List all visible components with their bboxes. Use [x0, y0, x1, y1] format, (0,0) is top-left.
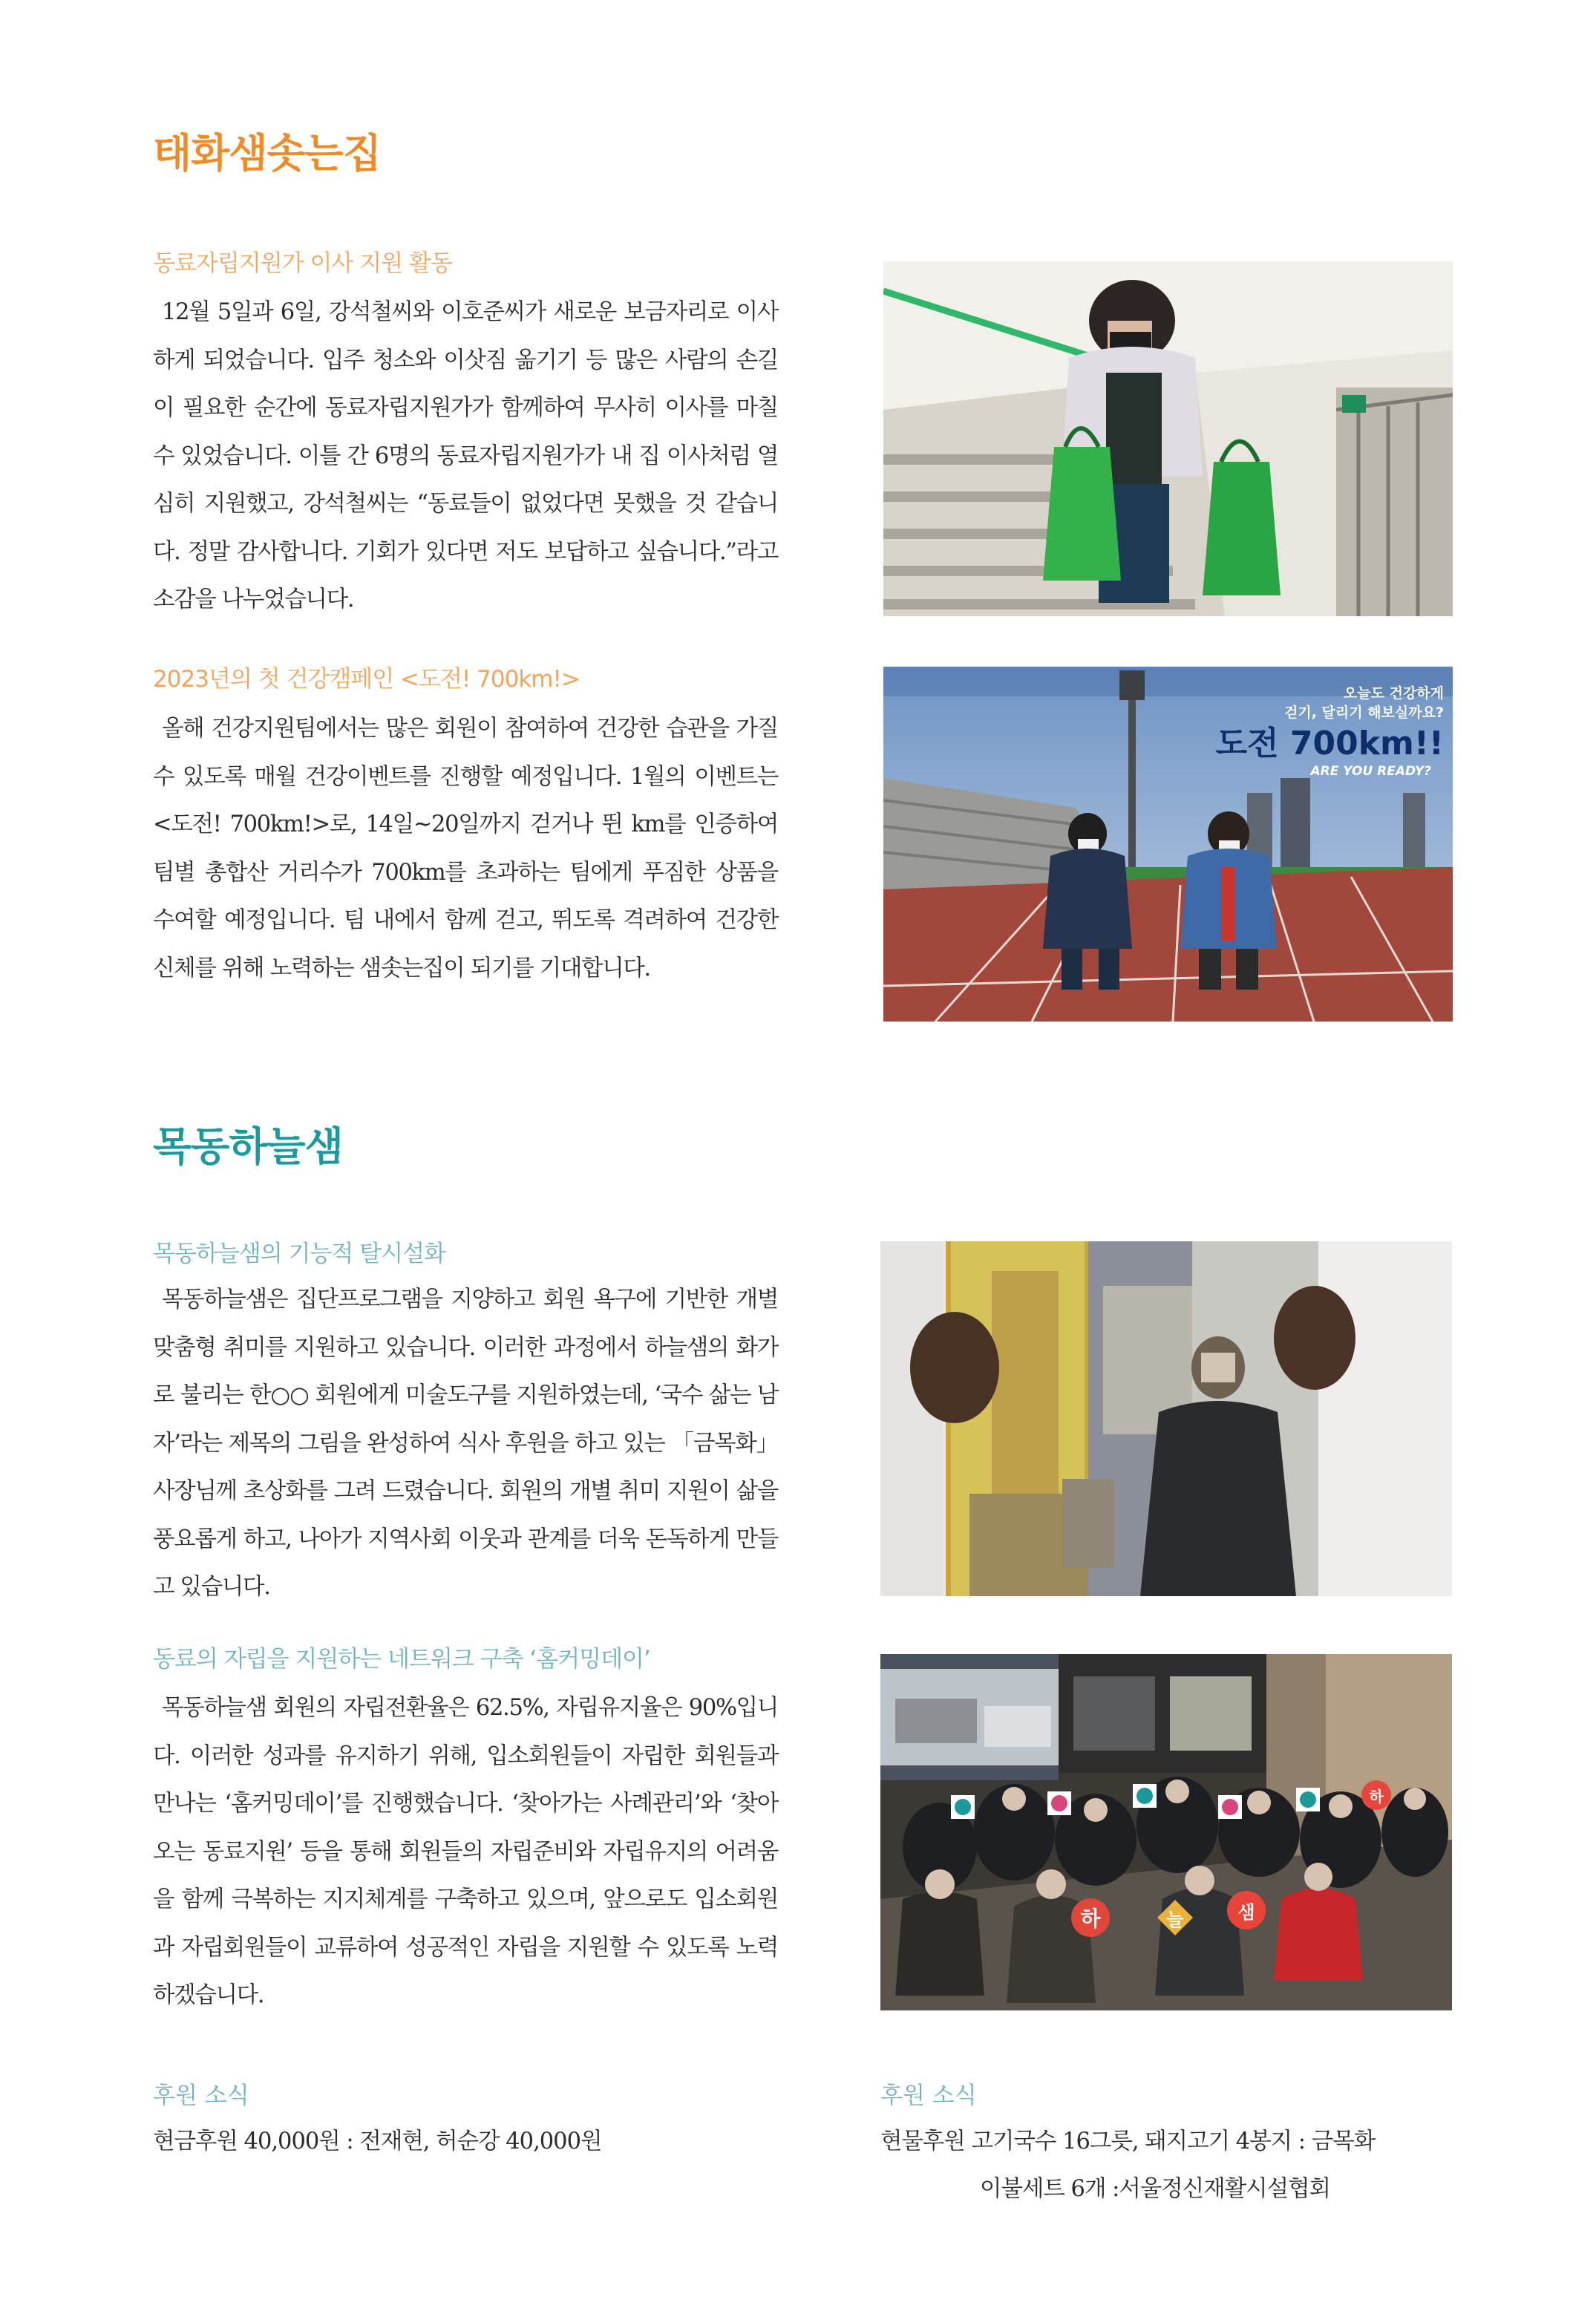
article-subtitle-homecoming: 동료의 자립을 지원하는 네트워크 구축 ‘홈커밍데이’: [153, 1646, 650, 1673]
donation-line-right-2: 이불세트 6개 :서울정신재활시설협회: [980, 2176, 1331, 2202]
donation-line-left: 현금후원 40,000원 : 전재현, 허순강 40,000원: [153, 2128, 602, 2154]
article-body-moving: 12월 5일과 6일, 강석철씨와 이호준씨가 새로운 보금자리로 이사하게 되었습니다. 입주 청소와 이삿짐 옮기기 등 많은 사람의 손길이 필요한 순간에 동료자립지원가가 함께하여 무사히 이사를 마칠 수 있었습니다. 이틀 간 6명의 동료자립지원가가 내 집 이사처럼 열심히 지원했고, 강석철씨는 “동료들이 없었다면 못했을 것 같습니다. 정말 감사합니다. 기회가 있다면 저도 보답하고 싶습니다.”라고 소감을 나누었습니다.: [153, 299, 778, 612]
section-title-mokdong: 목동하늘샘: [153, 1123, 343, 1170]
sign-text-4: 하: [1369, 1788, 1384, 1806]
sign-text-1: 하: [1080, 1906, 1101, 1931]
sign-text-2: 늘: [1166, 1909, 1184, 1930]
photo-caption-line2: 걷기, 달리기 해보실까요?: [1283, 705, 1444, 721]
section-title-taehwa: 태화샘솟는집: [153, 130, 381, 177]
article-subtitle-moving: 동료자립지원가 이사 지원 활동: [153, 250, 452, 277]
photo-caption-tagline: ARE YOU READY?: [1310, 764, 1431, 779]
donation-label-left: 후원 소식: [153, 2082, 249, 2109]
article-subtitle-hobby: 목동하늘샘의 기능적 탈시설화: [153, 1241, 446, 1267]
sign-text-3: 샘: [1237, 1902, 1255, 1923]
photo-700km-challenge: [883, 667, 1453, 1022]
photo-caption-headline: 도전 700km!!: [1215, 725, 1444, 762]
photo-caption-line1: 오늘도 건강하게: [1343, 685, 1444, 702]
article-body-health: 올해 건강지원팀에서는 많은 회원이 참여하여 건강한 습관을 가질 수 있도록 매월 건강이벤트를 진행할 예정입니다. 1월의 이벤트는 <도전! 700km!>로, 14일~20일까지 걷거나 뛴 km를 인증하여 팀별 총합산 거리수가 700km를 초과하는 팀에게 푸짐한 상품을 수여할 예정입니다. 팀 내에서 함께 걷고, 뛰도록 격려하여 건강한 신체를 위해 노력하는 샘솟는집이 되기를 기대합니다.: [153, 716, 778, 981]
donation-label-right: 후원 소식: [880, 2082, 977, 2109]
photo-portrait-painting: [880, 1241, 1452, 1596]
photo-moving-stairs: [883, 261, 1453, 616]
article-body-hobby: 목동하늘샘은 집단프로그램을 지양하고 회원 욕구에 기반한 개별 맞춤형 취미를 지원하고 있습니다. 이러한 과정에서 하늘샘의 화가로 불리는 한○○ 회원에게 미술도구를 지원하였는데, ‘국수 삶는 남자’라는 제목의 그림을 완성하여 식사 후원을 하고 있는 「금목화」 사장님께 초상화를 그려 드렸습니다. 회원의 개별 취미 지원이 삶을 풍요롭게 하고, 나아가 지역사회 이웃과 관계를 더욱 돈독하게 만들고 있습니다.: [153, 1287, 778, 1600]
donation-line-right-1: 현물후원 고기국수 16그릇, 돼지고기 4봉지 : 금목화: [880, 2128, 1376, 2154]
photo-homecoming-day: [880, 1654, 1452, 2010]
article-body-homecoming: 목동하늘샘 회원의 자립전환율은 62.5%, 자립유지율은 90%입니다. 이러한 성과를 유지하기 위해, 입소회원들이 자립한 회원들과 만나는 ‘홈커밍데이’를 진행했습니다. ‘찾아가는 사례관리’와 ‘찾아오는 동료지원’ 등을 통해 회원들의 자립준비와 자립유지의 어려움을 함께 극복하는 지지체계를 구축하고 있으며, 앞으로도 입소회원과 자립회원들이 교류하여 성공적인 자립을 지원할 수 있도록 노력하겠습니다.: [153, 1695, 778, 2008]
article-subtitle-health: 2023년의 첫 건강캠페인 <도전! 700km!>: [153, 666, 580, 693]
